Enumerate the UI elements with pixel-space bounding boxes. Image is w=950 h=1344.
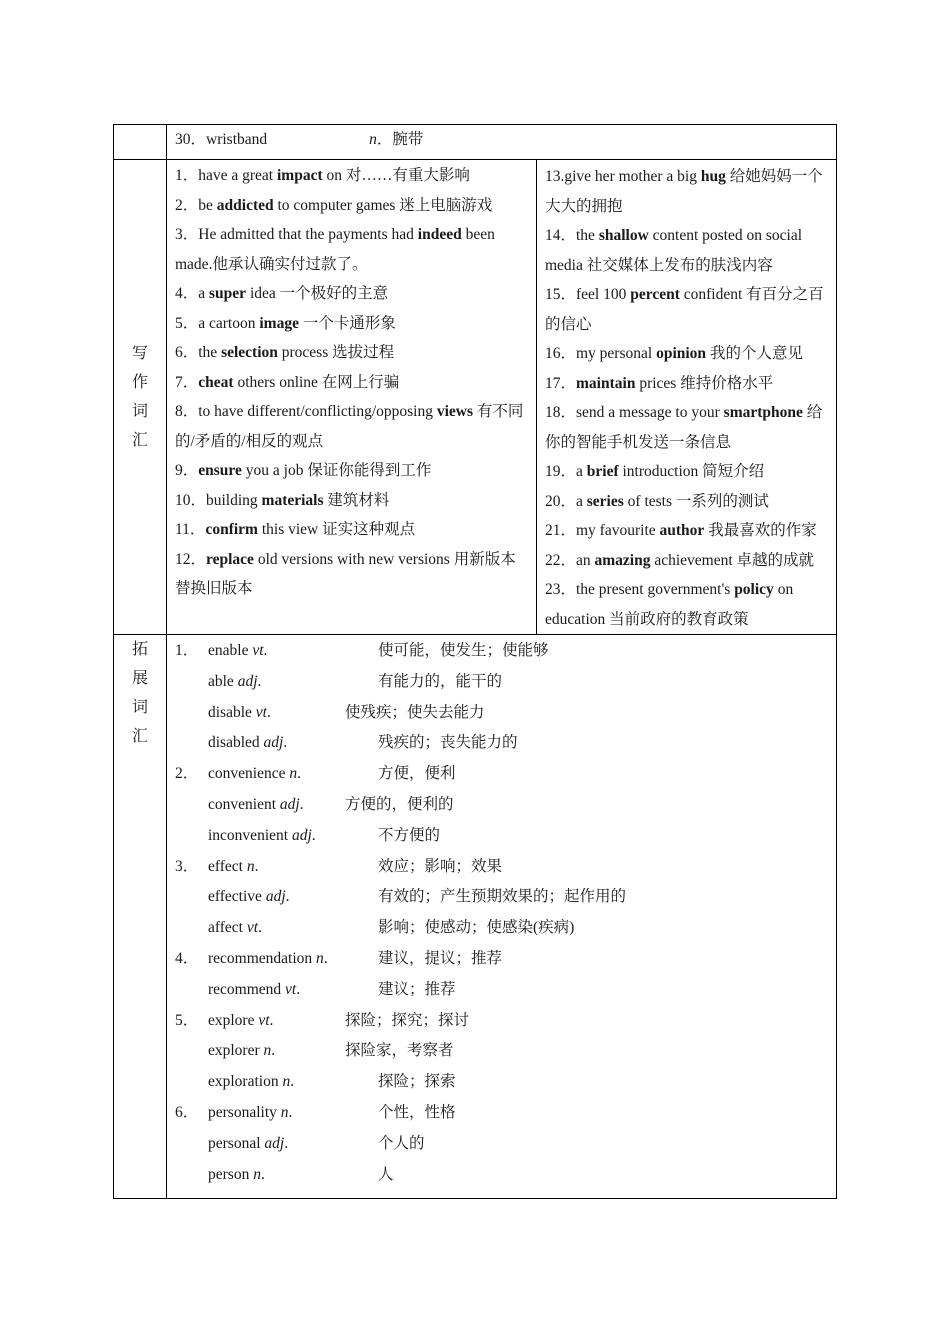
part-of-speech: vt [258, 1011, 270, 1029]
vocab-item: 10．building materials 建筑材料 [175, 491, 390, 509]
keyword: ensure [198, 462, 242, 479]
vocab-item: 9．ensure you a job 保证你能得到工作 [175, 462, 432, 479]
vocab-item: 22．an amazing achievement 卓越的成就 [545, 551, 815, 569]
group-number: 3． [175, 857, 199, 875]
part-of-speech: adj [263, 734, 284, 752]
meaning: 效应；影响；效果 [378, 857, 503, 875]
extension-item [175, 975, 828, 1006]
meaning: 影响；使感动；使感染(疾病) [378, 919, 575, 937]
item-30-meaning: ．腕带 [376, 131, 424, 148]
word: able adj. [208, 672, 262, 690]
extension-item [175, 913, 828, 944]
extension-item [175, 1036, 828, 1067]
part-of-speech: vt [246, 919, 259, 937]
vocab-item: 19．a brief introduction 简短介绍 [545, 463, 765, 480]
keyword: replace [206, 550, 254, 568]
part-of-speech: adj [291, 826, 312, 844]
word: effect n. [208, 857, 259, 875]
keyword: maintain [576, 374, 636, 392]
keyword: shallow [598, 227, 649, 244]
vocab-item: 18．send a message to your smartphone 给你的智能手机发送一条信息 [545, 404, 823, 451]
vocab-item: 20．a series of tests 一系列的测试 [545, 492, 769, 510]
extension-item [175, 1160, 828, 1191]
extension-vocabulary-row [114, 635, 837, 1199]
extension-item [175, 636, 828, 667]
word: recommend vt. [208, 980, 301, 998]
extension-content-cell [167, 635, 837, 1199]
keyword: cheat [198, 373, 234, 391]
keyword: confirm [205, 521, 258, 538]
meaning: 有效的；产生预期效果的；起作用的 [378, 888, 627, 906]
keyword: materials [261, 491, 324, 509]
meaning: 探险；探索 [378, 1073, 456, 1091]
extension-item [175, 882, 828, 913]
vocab-item: 7．cheat others online 在网上行骗 [175, 373, 400, 391]
vocab-item: 17．maintain prices 维持价格水平 [545, 374, 774, 392]
extension-item [175, 852, 828, 883]
word: enable vt. [208, 642, 268, 659]
part-of-speech: n [289, 765, 298, 783]
writing-label: 写 作 词 汇 [131, 345, 148, 449]
word: disable vt. [208, 703, 271, 721]
vocab-item: 12．replace old versions with new versions 用新版本替换旧版本 [175, 550, 516, 597]
meaning: 方便的，便利的 [345, 795, 454, 813]
part-of-speech: vt [255, 703, 267, 721]
word: personality n. [208, 1103, 293, 1121]
item-30-word: wristband [206, 131, 268, 148]
meaning: 使可能，使发生；使能够 [378, 642, 549, 659]
word: explorer n. [208, 1042, 276, 1060]
meaning: 不方便的 [378, 826, 441, 844]
keyword: image [259, 314, 299, 332]
meaning: 残疾的；丧失能力的 [378, 734, 518, 752]
empty-label-cell [114, 125, 167, 160]
extension-item [175, 1006, 828, 1037]
meaning: 人 [378, 1165, 394, 1183]
writing-right-column [537, 160, 837, 634]
word: affect vt. [208, 919, 262, 937]
vocab-item: 21．my favourite author 我最喜欢的作家 [545, 522, 817, 539]
keyword: brief [586, 463, 619, 480]
group-number: 1． [175, 642, 199, 659]
extension-item [175, 728, 828, 759]
keyword: smartphone [723, 404, 803, 421]
vocab-item: 8．to have different/conflicting/opposing views 有不同的/矛盾的/相反的观点 [175, 403, 524, 450]
word: inconvenient adj. [208, 826, 316, 844]
vocab-item: 2．be addicted to computer games 迷上电脑游戏 [175, 196, 493, 214]
word: disabled adj. [208, 734, 288, 752]
extension-item [175, 698, 828, 729]
word: recommendation n. [208, 949, 328, 967]
part-of-speech: n [316, 949, 324, 967]
part-of-speech: adj [264, 1134, 285, 1152]
group-number: 5． [175, 1011, 199, 1029]
keyword: selection [221, 344, 278, 361]
meaning: 使残疾；使失去能力 [345, 703, 485, 721]
vocab-item: 1．have a great impact on 对……有重大影响 [175, 167, 470, 184]
keyword: views [436, 403, 474, 420]
extension-item [175, 821, 828, 852]
extension-item [175, 1067, 828, 1098]
extension-label-cell [114, 635, 167, 1199]
keyword: series [586, 492, 624, 510]
extension-item [175, 790, 828, 821]
word: person n. [208, 1165, 265, 1183]
row-30 [114, 125, 837, 160]
keyword: indeed [417, 226, 462, 243]
extension-item [175, 1129, 828, 1160]
part-of-speech: vt [252, 642, 264, 659]
writing-content-cell [167, 160, 837, 635]
part-of-speech: n [253, 1165, 261, 1183]
vocab-item: 15．feel 100 percent confident 有百分之百的信心 [545, 286, 824, 333]
keyword: addicted [216, 196, 274, 214]
meaning: 建议，提议；推荐 [378, 949, 503, 967]
vocab-item: 14．the shallow content posted on social media 社交媒体上发布的肤浅内容 [545, 227, 803, 274]
vocab-item: 13.give her mother a big hug 给她妈妈一个大大的拥抱 [545, 168, 823, 215]
word: exploration n. [208, 1073, 295, 1091]
part-of-speech: vt [285, 980, 297, 998]
meaning: 个性，性格 [378, 1103, 456, 1121]
extension-item [175, 667, 828, 698]
extension-item [175, 944, 828, 975]
part-of-speech: adj [237, 672, 258, 690]
meaning: 探险家，考察者 [345, 1042, 454, 1060]
vocabulary-table [113, 124, 837, 1199]
meaning: 建议；推荐 [378, 980, 456, 998]
keyword: impact [277, 167, 323, 184]
writing-label-cell [114, 160, 167, 635]
vocab-item: 16．my personal opinion 我的个人意见 [545, 345, 803, 362]
vocab-item: 23．the present government's policy on education 当前政府的教育政策 [545, 581, 794, 628]
part-of-speech: n [263, 1042, 272, 1060]
group-number: 4． [175, 949, 199, 967]
extension-item [175, 759, 828, 790]
word: convenience n. [208, 765, 301, 783]
vocab-item: 5．a cartoon image 一个卡通形象 [175, 314, 396, 332]
meaning: 探险；探究；探讨 [345, 1011, 470, 1029]
writing-vocabulary-row [114, 160, 837, 635]
vocab-item: 6．the selection process 选拔过程 [175, 344, 395, 361]
part-of-speech: adj [279, 795, 300, 813]
keyword: percent [630, 286, 680, 303]
part-of-speech: n [282, 1073, 291, 1091]
group-number: 2． [175, 765, 199, 783]
item-30-cell [167, 125, 837, 160]
part-of-speech: n [246, 857, 255, 875]
writing-left-column [167, 160, 537, 634]
keyword: policy [734, 581, 774, 598]
keyword: super [209, 285, 247, 302]
meaning: 个人的 [378, 1134, 425, 1152]
word: convenient adj. [208, 795, 304, 813]
word: personal adj. [208, 1134, 289, 1152]
keyword: amazing [594, 551, 651, 569]
word: effective adj. [208, 888, 290, 906]
item-30-number: 30． [175, 131, 207, 148]
keyword: hug [700, 168, 726, 185]
vocab-item: 3．He admitted that the payments had indeed been made.他承认确实付过款了。 [175, 226, 495, 273]
part-of-speech: n [280, 1103, 289, 1121]
part-of-speech: adj [265, 888, 286, 906]
meaning: 方便，便利 [378, 765, 456, 783]
vocab-item: 4．a super idea 一个极好的主意 [175, 285, 389, 302]
word: explore vt. [208, 1011, 274, 1029]
extension-label: 拓 展 词 汇 [131, 641, 148, 745]
keyword: opinion [656, 345, 707, 362]
keyword: author [659, 522, 705, 539]
meaning: 有能力的，能干的 [378, 672, 503, 690]
item-30-pos: n [369, 131, 377, 148]
extension-item [175, 1098, 828, 1129]
vocab-item: 11．confirm this view 证实这种观点 [175, 521, 416, 538]
group-number: 6． [175, 1103, 199, 1121]
